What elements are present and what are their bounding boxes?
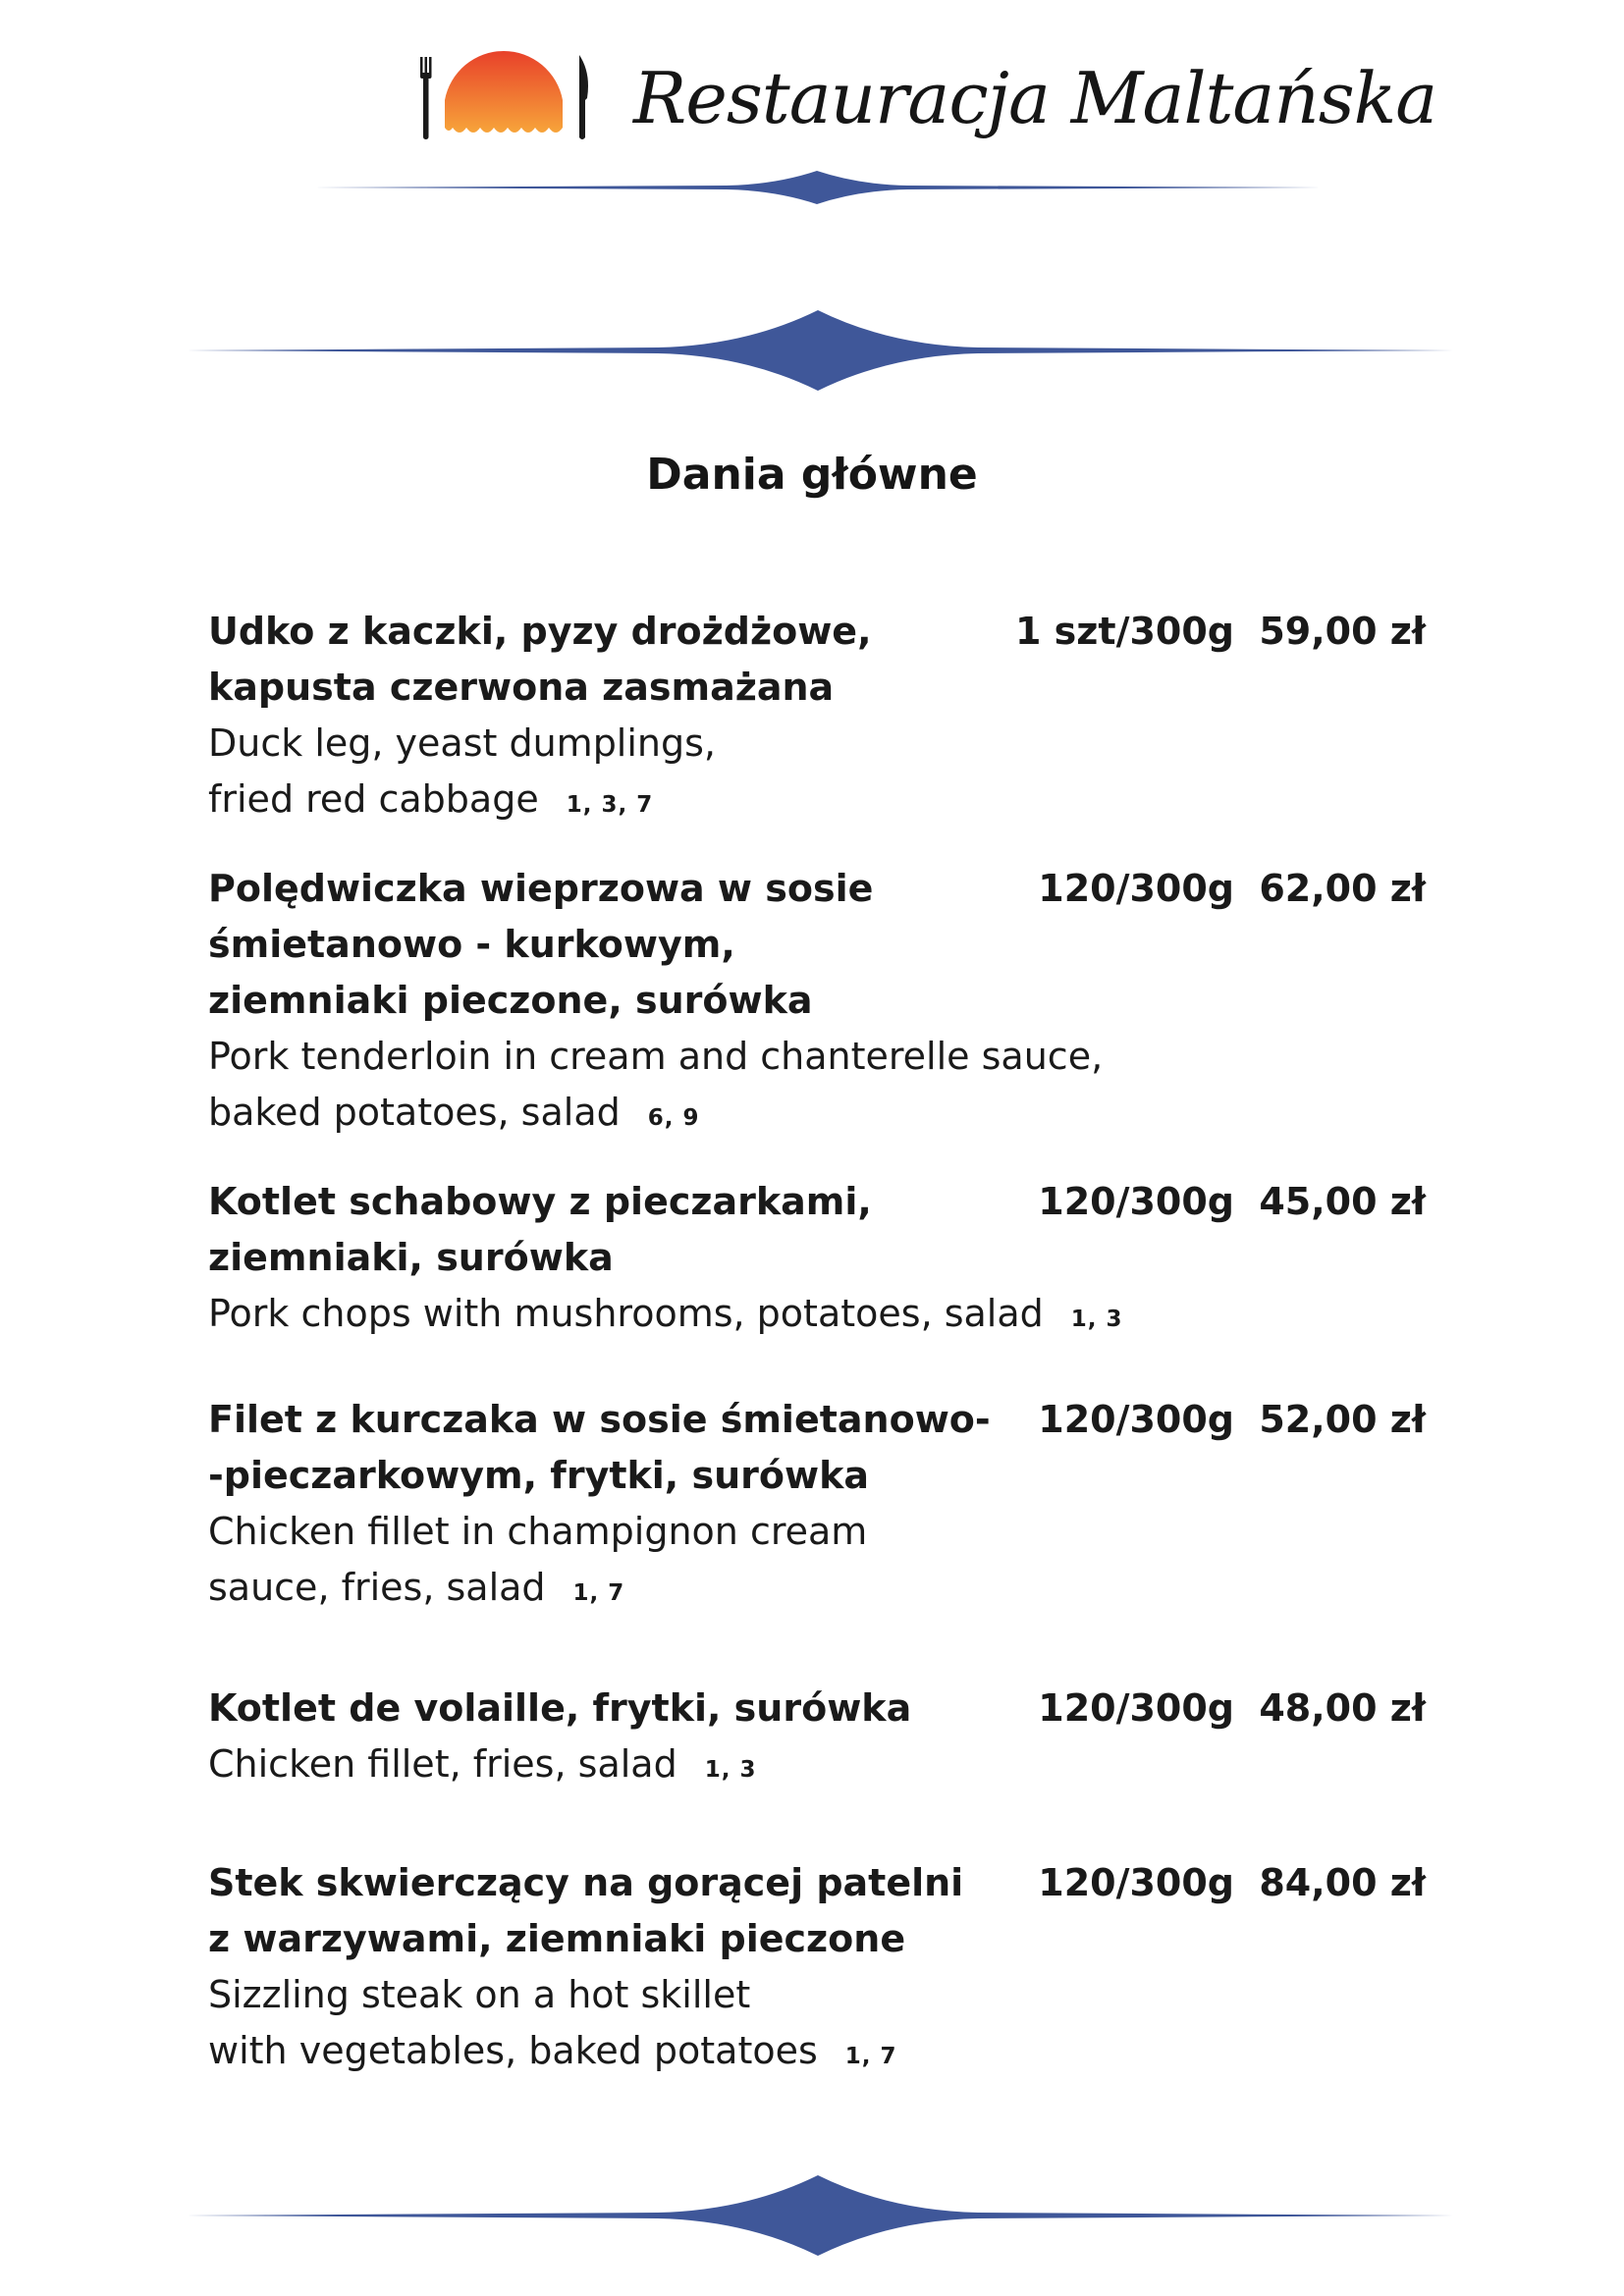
dish-description-en: Sizzling steak on a hot skillet with vegetables, baked potatoes 1, 7 bbox=[208, 1973, 897, 2072]
dish-price: 59,00 zł bbox=[1259, 610, 1426, 653]
dish-name-pl: Filet z kurczaka w sosie śmietanowo- -pieczarkowym, frytki, surówka bbox=[208, 1398, 991, 1497]
dish-description-en: Chicken fillet in champignon cream sauce, fries, salad 1, 7 bbox=[208, 1510, 868, 1609]
dish-description-en: Pork chops with mushrooms, potatoes, salad 1, 3 bbox=[208, 1292, 1123, 1335]
section-title: Dania główne bbox=[646, 450, 978, 500]
menu-item bbox=[208, 1681, 1426, 1798]
dish-portion: 120/300g bbox=[1038, 1180, 1234, 1223]
allergen-codes: 1, 3 bbox=[704, 1757, 757, 1783]
menu-list bbox=[208, 604, 1426, 2085]
dish-name-pl: Stek skwierczący na gorącej patelni z warzywami, ziemniaki pieczone bbox=[208, 1861, 964, 1960]
knife-icon bbox=[579, 55, 588, 139]
dish-portion: 120/300g bbox=[1038, 1686, 1234, 1730]
menu-item bbox=[208, 1855, 1426, 2085]
dish-name-pl: Kotlet schabowy z pieczarkami, ziemniaki, surówka bbox=[208, 1180, 872, 1279]
header bbox=[0, 39, 1624, 206]
allergen-codes: 1, 7 bbox=[844, 2044, 897, 2069]
dish-price: 45,00 zł bbox=[1259, 1180, 1426, 1223]
dish-price: 48,00 zł bbox=[1259, 1686, 1426, 1730]
allergen-codes: 1, 7 bbox=[572, 1580, 625, 1606]
sun-icon bbox=[445, 51, 563, 133]
dish-price: 62,00 zł bbox=[1259, 867, 1426, 910]
dish-description-en: Duck leg, yeast dumplings, fried red cabbage 1, 3, 7 bbox=[208, 721, 717, 821]
dish-price: 84,00 zł bbox=[1259, 1861, 1426, 1904]
dish-price: 52,00 zł bbox=[1259, 1398, 1426, 1441]
menu-item bbox=[208, 1174, 1426, 1348]
dish-portion: 120/300g bbox=[1038, 1861, 1234, 1904]
dish-portion: 1 szt/300g bbox=[1015, 610, 1234, 653]
allergen-codes: 1, 3 bbox=[1070, 1307, 1123, 1332]
menu-item bbox=[208, 1392, 1426, 1622]
restaurant-name: Restauracja Maltańska bbox=[633, 57, 1437, 139]
dish-name-pl: Polędwiczka wieprzowa w sosie śmietanowo - kurkowym, ziemniaki pieczone, surówka bbox=[208, 867, 874, 1022]
top-ornament-divider bbox=[187, 306, 1453, 395]
menu-item bbox=[208, 604, 1426, 833]
fork-icon bbox=[420, 57, 432, 139]
restaurant-logo-icon bbox=[410, 39, 597, 147]
dish-name-pl: Kotlet de volaille, frytki, surówka bbox=[208, 1686, 912, 1730]
dish-portion: 120/300g bbox=[1038, 867, 1234, 910]
dish-portion: 120/300g bbox=[1038, 1398, 1234, 1441]
menu-item bbox=[208, 861, 1426, 1147]
allergen-codes: 6, 9 bbox=[647, 1105, 700, 1131]
bottom-ornament-divider bbox=[187, 2171, 1453, 2260]
dish-description-en: Chicken fillet, fries, salad 1, 3 bbox=[208, 1742, 757, 1786]
header-ornament-divider bbox=[314, 167, 1321, 206]
dish-name-pl: Udko z kaczki, pyzy drożdżowe, kapusta czerwona zasmażana bbox=[208, 610, 872, 709]
dish-description-en: Pork tenderloin in cream and chanterelle sauce, baked potatoes, salad 6, 9 bbox=[208, 1035, 1104, 1134]
allergen-codes: 1, 3, 7 bbox=[566, 792, 654, 818]
